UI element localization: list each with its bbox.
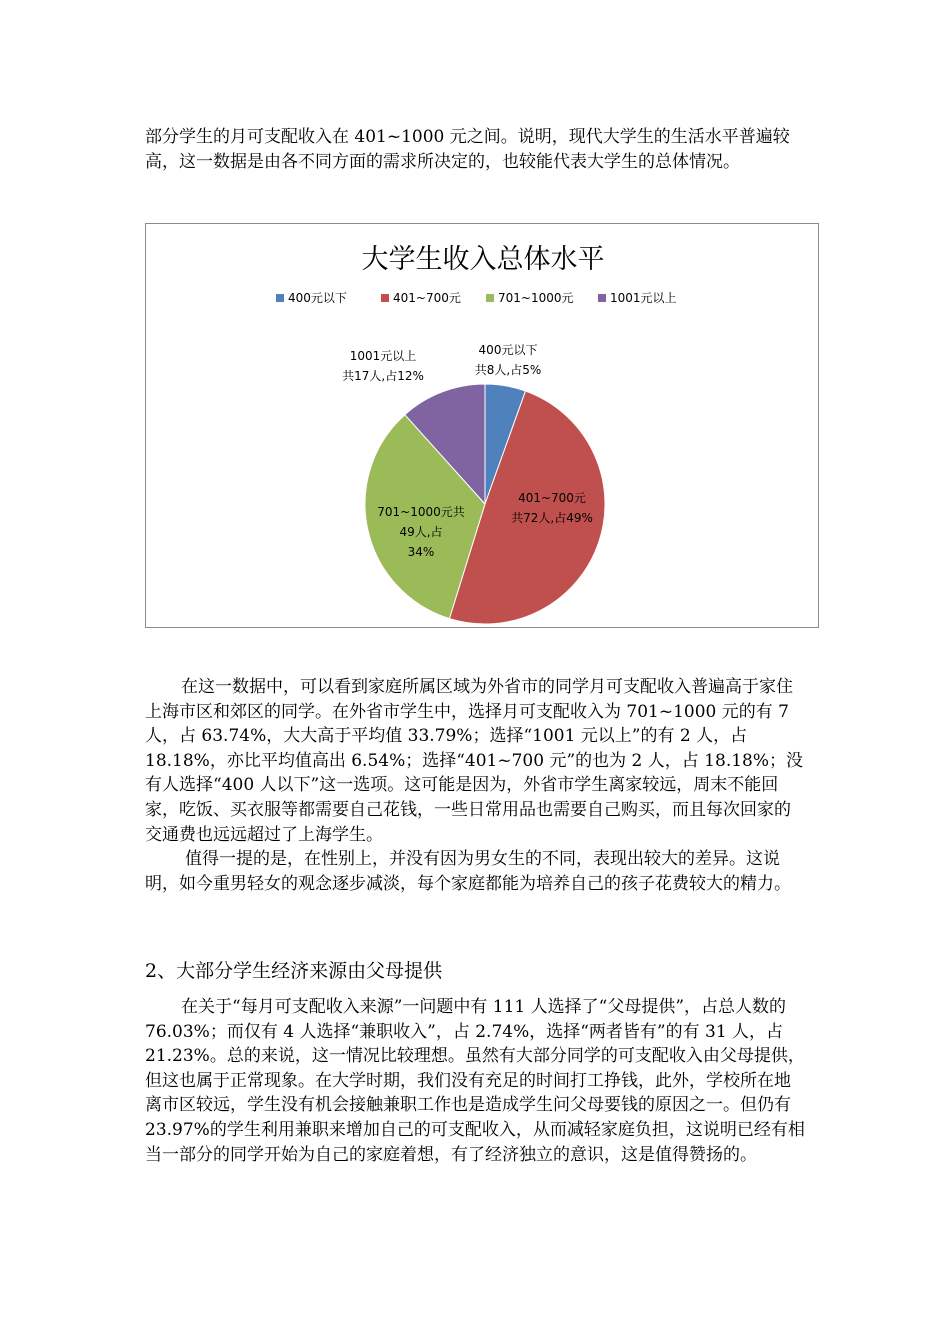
legend-label: 400元以下 (288, 291, 347, 305)
data-label: 1001元以上共17人,占12% (342, 349, 424, 383)
legend-label: 701~1000元 (498, 291, 574, 305)
paragraph-income-source: 在关于“每月可支配收入来源”一问题中有 111 人选择了“父母提供”，占总人数的 76.03%；而仅有 4 人选择“兼职收入”，占 2.74%，选择“两者皆有”的有 31 人，占 21.23%。总的来说，这一情况比较理想。虽然有大部分同学的可支配收入由父母提供，但这也属于正常现象。在大学时期，我们没有充足的时间打工挣钱，此外，学校所在地离市区较远，学生没有机会接触兼职工作也是造成学生问父母要钱的原因之一。但仍有 23.97%的学生利用兼职来增加自己的可支配收入，从而减轻家庭负担，这说明已经有相当一部分的同学开始为自己的家庭着想，有了经济独立的意识，这是值得赞扬的。 (145, 997, 805, 1165)
legend-swatch (486, 294, 494, 302)
income-pie-chart (145, 223, 819, 628)
legend-label: 401~700元 (393, 291, 461, 305)
legend-swatch (598, 294, 606, 302)
pie-chart-svg (146, 224, 820, 629)
chart-title: 大学生收入总体水平 (361, 244, 605, 275)
paragraph-analysis-region: 在这一数据中，可以看到家庭所属区域为外省市的同学月可支配收入普遍高于家住上海市区和郊区的同学。在外省市学生中，选择月可支配收入为 701~1000 元的有 7 人，占 63.74%，大大高于平均值 33.79%；选择“1001 元以上”的有 2 人，占 18.18%，亦比平均值高出 6.54%；选择“401~700 元”的也为 2 人，占 18.18%；没有人选择“400 人以下”这一选项。这可能是因为，外省市学生离家较远，周末不能回家，吃饭、买衣服等都需要自己花钱，一些日常用品也需要自己购买，而且每次回家的交通费也远远超过了上海学生。 (145, 677, 804, 845)
legend-label: 1001元以上 (610, 291, 677, 305)
legend-swatch (276, 294, 284, 302)
section-heading: 2、大部分学生经济来源由父母提供 (145, 960, 443, 982)
paragraph-analysis-gender: 值得一提的是，在性别上，并没有因为男女生的不同，表现出较大的差异。这说明，如今重男轻女的观念逐步减淡，每个家庭都能为培养自己的孩子花费较大的精力。 (145, 849, 791, 894)
data-label: 701~1000元共 49人,占 34% (377, 505, 465, 559)
data-label: 400元以下共8人,占5% (474, 343, 542, 377)
legend-swatch (381, 294, 389, 302)
paragraph-intro: 部分学生的月可支配收入在 401~1000 元之间。说明，现代大学生的生活水平普遍较高，这一数据是由各不同方面的需求所决定的，也较能代表大学生的总体情况。 (145, 127, 790, 172)
chart-legend (276, 290, 677, 305)
data-label: 401~700元共72人,占49% (511, 491, 593, 525)
